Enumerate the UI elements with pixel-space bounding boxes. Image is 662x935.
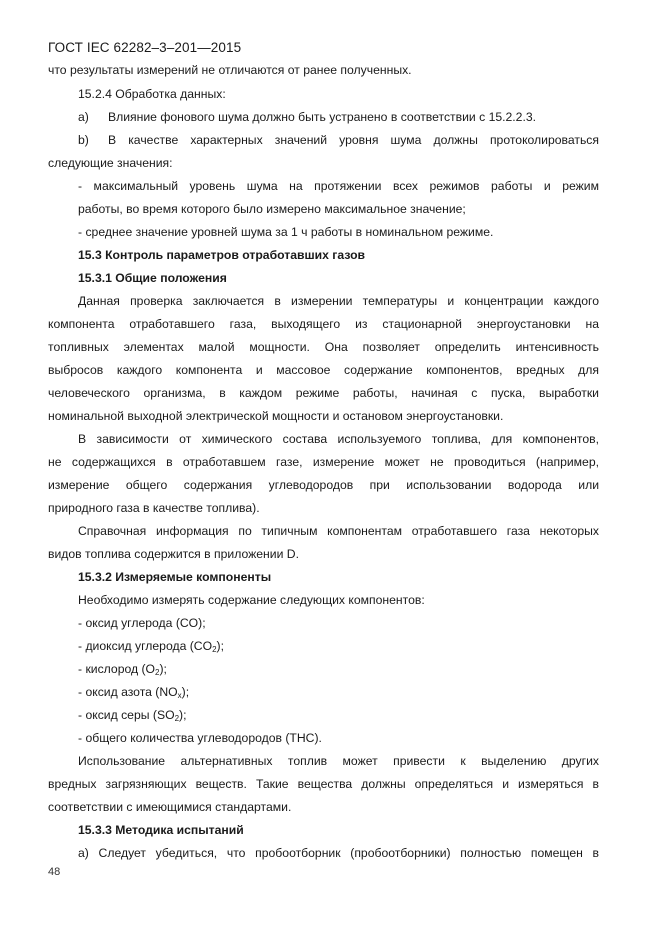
- text-line: человеческого организма, в каждом режиме работы, начиная с пуска, выработки: [48, 386, 599, 400]
- subsection-heading: 15.3.2 Измеряемые компоненты: [78, 570, 272, 584]
- list-item: - общего количества углеводородов (THC).: [78, 731, 322, 745]
- text-line: соответствии с имеющимися стандартами.: [48, 800, 292, 814]
- text-line: Данная проверка заключается в измерении температуры и концентрации каждого: [78, 294, 599, 308]
- text-line: - максимальный уровень шума на протяжении всех режимов работы и режим: [78, 179, 599, 193]
- text-line: номинальной выходной электрической мощности и остановом энергоустановки.: [48, 409, 504, 423]
- text-line: не содержащихся в отработавшем газе, измерение может не проводиться (например,: [48, 455, 599, 469]
- list-label: a): [78, 110, 89, 124]
- page-number: 48: [48, 866, 61, 878]
- text-line: следующие значения:: [48, 156, 173, 170]
- text-line: что результаты измерений не отличаются от ранее полученных.: [48, 63, 412, 77]
- text-line: видов топлива содержится в приложении D.: [48, 547, 299, 561]
- document-header: ГОСТ IEC 62282–3–201—2015: [48, 40, 242, 55]
- text-line: выбросов каждого компонента и массовое содержание компонентов, вредных для: [48, 363, 599, 377]
- list-item: - оксид азота $(NO_x)$;: [78, 685, 190, 700]
- list-item: - оксид углерода (CO);: [78, 616, 206, 630]
- text-line: а) Следует убедиться, что пробоотборник (пробоотборники) полностью помещен в: [78, 846, 599, 860]
- text-line: измерение общего содержания углеводородов при использовании водорода или: [48, 478, 599, 492]
- text-line: топливных элементах малой мощности. Она позволяет определить интенсивность: [48, 340, 599, 354]
- list-item: - кислород $(O_2)$;: [78, 662, 167, 677]
- subsection-heading: 15.2.4 Обработка данных:: [78, 87, 226, 101]
- text-line: В зависимости от химического состава используемого топлива, для компонентов,: [78, 432, 599, 446]
- text-line: Необходимо измерять содержание следующих компонентов:: [78, 593, 425, 607]
- text-line: Использование альтернативных топлив может привести к выделению других: [78, 754, 599, 768]
- list-label: b): [78, 133, 89, 147]
- subsection-heading: 15.3.1 Общие положения: [78, 271, 227, 285]
- text-line: - среднее значение уровней шума за 1 ч работы в номинальном режиме.: [78, 225, 494, 239]
- list-item-a: [78, 110, 536, 125]
- text-line: работы, во время которого было измерено максимальное значение;: [78, 202, 466, 216]
- text-line: вредных загрязняющих веществ. Такие вещества должны определяться и измеряться в: [48, 777, 599, 791]
- text-line: компонента отработавшего газа, выходящего из стационарной энергоустановки на: [48, 317, 599, 331]
- list-item: - оксид серы $(SO_2)$;: [78, 708, 187, 723]
- section-heading: 15.3 Контроль параметров отработавших газов: [78, 248, 366, 262]
- list-item-b: [78, 133, 599, 148]
- subsection-heading: 15.3.3 Методика испытаний: [78, 823, 244, 837]
- list-text: Влияние фонового шума должно быть устранено в соответствии с 15.2.2.3.: [108, 110, 537, 124]
- text-line: Справочная информация по типичным компонентам отработавшего газа некоторых: [78, 524, 599, 538]
- list-text: В качестве характерных значений уровня шума должны протоколироваться: [108, 133, 599, 147]
- text-line: природного газа в качестве топлива).: [48, 501, 260, 515]
- list-item: - диоксид углерода $(CO_2)$;: [78, 639, 224, 654]
